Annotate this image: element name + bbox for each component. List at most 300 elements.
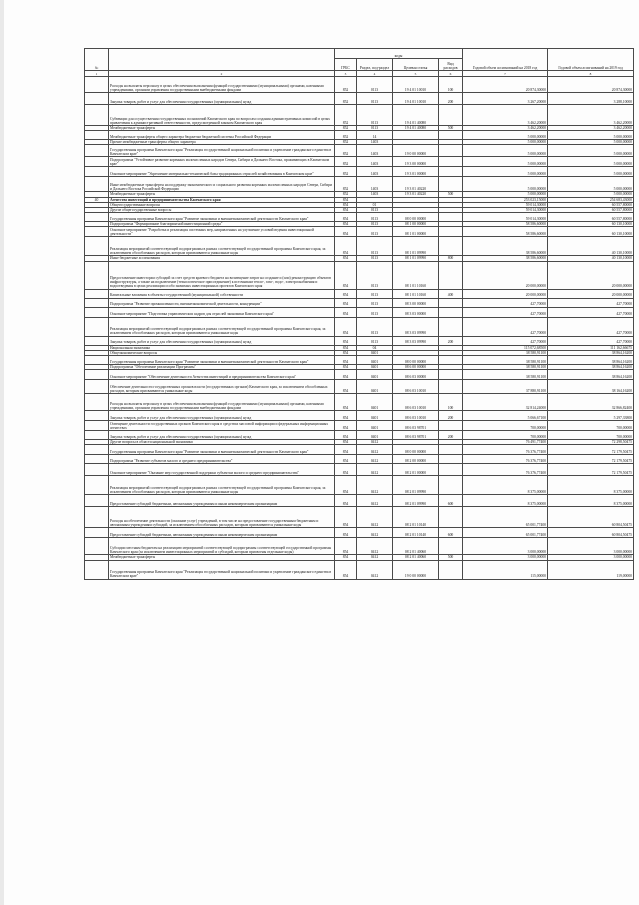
row-amount-2018: 58 586,60000 — [463, 227, 548, 237]
row-number — [85, 336, 109, 345]
row-amount-2018: 59 014,30000 — [463, 202, 548, 207]
row-type — [439, 237, 463, 256]
row-amount-2018: 427,70000 — [463, 336, 548, 345]
row-grbs: 852 — [335, 177, 357, 192]
row-grbs: 854 — [335, 538, 357, 555]
row-target: 08 1 01 00000 — [393, 227, 439, 237]
row-amount-2019: 38 864,16200 — [548, 370, 634, 380]
table-row — [85, 380, 634, 394]
row-name: Иные бюджетные ассигнования — [109, 256, 335, 261]
column-number: 1 — [85, 71, 109, 77]
row-target: 08 6 03 10010 — [393, 380, 439, 394]
table-row — [85, 227, 634, 237]
row-section: 0113 — [357, 237, 393, 256]
row-amount-2018: 38 586,60000 — [463, 256, 548, 261]
row-section: 0113 — [357, 77, 393, 93]
table-row — [85, 394, 634, 411]
table-row — [85, 411, 634, 421]
row-amount-2019: 5 000,00000 — [548, 131, 634, 140]
row-grbs: 852 — [335, 131, 357, 140]
row-type — [439, 105, 463, 126]
row-name: Подпрограмма "Формирование благоприятной инвестиционной среды" — [109, 222, 335, 227]
row-section: 1403 — [357, 177, 393, 192]
row-amount-2018: 3 000,00000 — [463, 538, 548, 555]
row-amount-2019: 72 298,50475 — [548, 440, 634, 445]
row-amount-2019: 8 375,00000 — [548, 495, 634, 507]
row-name: Государственная программа Камчатского края "Развитие экономики и внешнеэкономической деятельности Камчатского края" — [109, 213, 335, 222]
row-name: Государственная программа Камчатского края "Реализация государственной национальной политики и укрепление гражданского единства в Камчатском крае" — [109, 560, 335, 579]
row-amount-2018: 5 000,00000 — [463, 140, 548, 145]
row-type: 500 — [439, 126, 463, 131]
row-amount-2019: 20 000,00000 — [548, 289, 634, 298]
row-section: 0412 — [357, 455, 393, 464]
row-type — [439, 476, 463, 495]
row-name: Агентство инвестиций и предпринимательства Камчатского края — [109, 197, 335, 202]
row-section: 1403 — [357, 157, 393, 167]
row-amount-2018: 76 491,77400 — [463, 440, 548, 445]
row-amount-2018: 38 580,91100 — [463, 370, 548, 380]
row-name: Межбюджетные трансферты — [109, 555, 335, 560]
row-grbs: 854 — [335, 440, 357, 445]
row-section: 0412 — [357, 440, 393, 445]
row-name: Закупка товаров, работ и услуг для обеспечения государственных (муниципальных) нужд — [109, 93, 335, 105]
column-number: 3 — [335, 71, 357, 77]
row-amount-2019: 32 866,82400 — [548, 394, 634, 411]
row-amount-2018: 5 000,00000 — [463, 157, 548, 167]
row-amount-2018: 5 066,67100 — [463, 411, 548, 421]
table-row — [85, 538, 634, 555]
table-row — [85, 431, 634, 440]
column-number: 2 — [109, 71, 335, 77]
header-target: Целевая статья — [393, 59, 439, 71]
row-amount-2018: 3 462,20000 — [463, 126, 548, 131]
row-amount-2018: 38 586,60000 — [463, 237, 548, 256]
row-grbs: 854 — [335, 445, 357, 455]
row-number — [85, 560, 109, 579]
table-row — [85, 167, 634, 177]
row-grbs: 854 — [335, 336, 357, 345]
row-amount-2018: 20 000,00000 — [463, 261, 548, 289]
row-type: 400 — [439, 289, 463, 298]
row-name: Основное мероприятие "Обеспечение деятельности Агентства инвестиций и предпринимательства Камчатского края" — [109, 370, 335, 380]
row-name: Основное мероприятие "Разработка и реализация системных мер, направленных на улучшение условий ведения инвестиционной деятельности" — [109, 227, 335, 237]
row-grbs: 854 — [335, 289, 357, 298]
row-type — [439, 370, 463, 380]
row-amount-2018: 5 000,00000 — [463, 192, 548, 197]
row-type: 200 — [439, 336, 463, 345]
row-amount-2019: 20 000,00000 — [548, 261, 634, 289]
row-grbs: 854 — [335, 356, 357, 365]
row-grbs: 854 — [335, 317, 357, 336]
row-amount-2019: 700,00000 — [548, 431, 634, 440]
row-section: 0113 — [357, 126, 393, 131]
row-grbs: 854 — [335, 227, 357, 237]
row-name: Предоставление субсидий бюджетным, автономным учреждениям и иным некоммерческим организациям — [109, 528, 335, 538]
row-type: 600 — [439, 528, 463, 538]
row-section: 0113 — [357, 213, 393, 222]
row-amount-2018: 58 586,60000 — [463, 222, 548, 227]
row-number: 40 — [85, 197, 109, 202]
row-amount-2019: 20 874,30000 — [548, 77, 634, 93]
row-name: Другие общегосударственные вопросы — [109, 208, 335, 213]
row-name: Подпрограмма "Обеспечение реализации Программы" — [109, 365, 335, 370]
row-amount-2019: 38 864,16200 — [548, 365, 634, 370]
column-number: 8 — [548, 71, 634, 77]
row-section: 1403 — [357, 145, 393, 157]
row-grbs: 852 — [335, 157, 357, 167]
row-amount-2019: 38 864,16200 — [548, 350, 634, 355]
table-row — [85, 528, 634, 538]
table-row — [85, 145, 634, 157]
row-type: 200 — [439, 431, 463, 440]
row-target: 08 2 01 40060 — [393, 555, 439, 560]
row-section: 0113 — [357, 222, 393, 227]
row-type — [439, 380, 463, 394]
row-name: Общеэкономические вопросы — [109, 350, 335, 355]
table-row — [85, 105, 634, 126]
row-amount-2019: 3 462,20000 — [548, 126, 634, 131]
row-section: 0401 — [357, 350, 393, 355]
table-row — [85, 560, 634, 579]
row-amount-2018: 427,70000 — [463, 298, 548, 307]
header-codes: коды — [335, 49, 463, 59]
row-grbs: 854 — [335, 455, 357, 464]
table-row — [85, 356, 634, 365]
row-amount-2019: 72 179,50475 — [548, 445, 634, 455]
row-name: Иные межбюджетные трансферты на поддержку экономического и социального развития коренных малочисленных народов Севера, Сибири и Дальнего Востока Российской Федерации — [109, 177, 335, 192]
row-target: 19 3 01 00000 — [393, 167, 439, 177]
row-grbs: 854 — [335, 495, 357, 507]
row-number — [85, 464, 109, 476]
header-year-2019: Годовой объем ассигнований на 2019 год — [548, 49, 634, 71]
row-target: 08 1 00 00000 — [393, 222, 439, 227]
row-section: 0401 — [357, 380, 393, 394]
column-number: 5 — [393, 71, 439, 77]
table-row — [85, 476, 634, 495]
row-target: 08 3 00 00000 — [393, 298, 439, 307]
row-type — [439, 131, 463, 140]
row-amount-2018: 700,00000 — [463, 431, 548, 440]
row-name: Обеспечение деятельности государственных органов власти (государственных органов) Камчатского края, за исключением обособленных расходов, которым присваиваются уникальные коды — [109, 380, 335, 394]
row-amount-2018: 5 000,00000 — [463, 131, 548, 140]
row-grbs: 854 — [335, 222, 357, 227]
row-amount-2018: 3 267,20000 — [463, 93, 548, 105]
row-section: 0113 — [357, 298, 393, 307]
row-section: 0412 — [357, 507, 393, 528]
row-target: 08 6 03 98701 — [393, 431, 439, 440]
row-name: Закупка товаров, работ и услуг для обеспечения государственных (муниципальных) нужд — [109, 336, 335, 345]
row-target — [393, 131, 439, 140]
row-type — [439, 356, 463, 365]
row-name: Подпрограмма "Устойчивое развитие коренных малочисленных народов Севера, Сибири и Дальнего Востока, проживающих в Камчатском крае" — [109, 157, 335, 167]
column-number: 4 — [357, 71, 393, 77]
table-row — [85, 336, 634, 345]
row-amount-2019: 72 179,50475 — [548, 455, 634, 464]
row-amount-2019: 3 000,00000 — [548, 555, 634, 560]
row-name: Прочие межбюджетные трансферты общего характера — [109, 140, 335, 145]
row-number — [85, 528, 109, 538]
row-number — [85, 476, 109, 495]
row-number — [85, 261, 109, 289]
row-type — [439, 145, 463, 157]
row-section: 0401 — [357, 431, 393, 440]
scan-edge — [0, 0, 4, 905]
row-number — [85, 177, 109, 192]
row-amount-2018: 20 000,00000 — [463, 289, 548, 298]
row-number — [85, 455, 109, 464]
row-amount-2019: 5 000,00000 — [548, 177, 634, 192]
row-amount-2019: 254 683,43000 — [548, 197, 634, 202]
row-amount-2019: 60 557,80000 — [548, 213, 634, 222]
row-type — [439, 167, 463, 177]
table-row — [85, 131, 634, 140]
row-amount-2018: 59 014,30000 — [463, 208, 548, 213]
row-number — [85, 317, 109, 336]
row-name: Межбюджетные трансферты общего характера бюджетам бюджетной системы Российской Федерации — [109, 131, 335, 140]
row-amount-2018: 38 580,91100 — [463, 365, 548, 370]
row-number — [85, 411, 109, 421]
row-target: 08 6 03 10010 — [393, 411, 439, 421]
table-row — [85, 213, 634, 222]
row-amount-2019: 72 179,50475 — [548, 464, 634, 476]
row-target: 19 3 01 40220 — [393, 192, 439, 197]
row-amount-2018: 3 462,20000 — [463, 105, 548, 126]
row-amount-2019: 60 804,50475 — [548, 528, 634, 538]
row-amount-2018: 32 814,24000 — [463, 394, 548, 411]
row-amount-2019: 60 557,80000 — [548, 208, 634, 213]
row-target: 08 6 03 98701 — [393, 421, 439, 431]
column-number: 7 — [463, 71, 548, 77]
table-row — [85, 289, 634, 298]
row-amount-2019: 5 000,00000 — [548, 192, 634, 197]
row-section: 0412 — [357, 495, 393, 507]
row-target: 08 2 01 40060 — [393, 538, 439, 555]
row-section: 0113 — [357, 93, 393, 105]
row-grbs: 854 — [335, 476, 357, 495]
row-name: Подпрограмма "Развитие субъектов малого и среднего предпринимательства" — [109, 455, 335, 464]
row-target: 19 4 01 40080 — [393, 105, 439, 126]
row-target: 08 0 00 00000 — [393, 356, 439, 365]
row-section: 0401 — [357, 370, 393, 380]
header-grbs: ГРБС — [335, 59, 357, 71]
row-grbs: 854 — [335, 213, 357, 222]
row-grbs: 854 — [335, 380, 357, 394]
row-amount-2019: 427,70000 — [548, 317, 634, 336]
row-amount-2019: 119,00000 — [548, 560, 634, 579]
table-body — [85, 77, 634, 580]
row-name: Расходы на обеспечение деятельности (оказание услуг) учреждений, в том числе на предоставление государственным бюджетным и автономным учреждениям субсидий, за исключением обособленных расходов, которым присваиваются уникальные коды — [109, 507, 335, 528]
row-amount-2019: 5 000,00000 — [548, 167, 634, 177]
row-type — [439, 538, 463, 555]
row-amount-2019: 38 864,16200 — [548, 356, 634, 365]
row-section: 0412 — [357, 555, 393, 560]
row-amount-2018: 8 375,00000 — [463, 495, 548, 507]
header-year-2018: Годовой объем ассигнований на 2018 год — [463, 49, 548, 71]
row-name: Предоставление субсидий бюджетным, автономным учреждениям и иным некоммерческим организациям — [109, 495, 335, 507]
row-grbs: 854 — [335, 507, 357, 528]
row-grbs: 854 — [335, 555, 357, 560]
row-grbs: 854 — [335, 421, 357, 431]
row-name: Государственная программа Камчатского края "Развитие экономики и внешнеэкономической деятельности Камчатского края" — [109, 445, 335, 455]
row-target: 19 4 01 10010 — [393, 77, 439, 93]
row-name: Межбюджетные трансферты — [109, 192, 335, 197]
row-target: 19 4 01 40080 — [393, 126, 439, 131]
row-grbs: 854 — [335, 370, 357, 380]
row-target: 08 6 03 10010 — [393, 394, 439, 411]
row-target: 08 6 00 00000 — [393, 365, 439, 370]
row-section: 0401 — [357, 356, 393, 365]
row-grbs: 852 — [335, 167, 357, 177]
row-type — [439, 455, 463, 464]
row-name: Межбюджетные трансферты — [109, 126, 335, 131]
header-no: № — [85, 49, 109, 71]
row-section: 0113 — [357, 208, 393, 213]
row-target: 08 0 00 00000 — [393, 213, 439, 222]
row-section: 0401 — [357, 421, 393, 431]
row-name: Общегосударственные вопросы — [109, 202, 335, 207]
row-section: 0412 — [357, 464, 393, 476]
row-grbs: 854 — [335, 237, 357, 256]
table-row — [85, 464, 634, 476]
row-type — [439, 157, 463, 167]
row-grbs: 852 — [335, 93, 357, 105]
row-amount-2019: 111 162,66675 — [548, 345, 634, 350]
row-name: Закупка товаров, работ и услуг для обеспечения государственных (муниципальных) нужд — [109, 431, 335, 440]
row-section: 1403 — [357, 192, 393, 197]
row-amount-2019: 427,70000 — [548, 336, 634, 345]
table-row — [85, 157, 634, 167]
header-type: Вид расходов — [439, 59, 463, 71]
row-grbs: 854 — [335, 411, 357, 421]
row-number — [85, 307, 109, 317]
row-grbs: 854 — [335, 256, 357, 261]
row-name: Предоставление инвесторам субсидий за счет средств краевого бюджета на возмещение затрат на создание и (или) реконструкцию объектов инфраструктуры, а также на подключение (технологическое присоединение) к источникам тепло-, газо-, водо-, электроснабжения и водоотведения в целях реализации особо значимых инвестиционных проектов Камчатского края — [109, 261, 335, 289]
row-section: 0113 — [357, 336, 393, 345]
row-amount-2019: 427,70000 — [548, 307, 634, 317]
row-name: Национальная экономика — [109, 345, 335, 350]
header-section: Раздел, под-раздел — [357, 59, 393, 71]
row-type — [439, 464, 463, 476]
row-target: 19 3 00 00000 — [393, 157, 439, 167]
row-grbs: 854 — [335, 208, 357, 213]
row-amount-2018: 20 874,30000 — [463, 77, 548, 93]
row-number — [85, 131, 109, 140]
row-type — [439, 213, 463, 222]
row-amount-2018: 253 023,15000 — [463, 197, 548, 202]
row-number — [85, 421, 109, 431]
table-row — [85, 261, 634, 289]
row-amount-2018: 3 000,00000 — [463, 555, 548, 560]
row-amount-2019: 700,00000 — [548, 421, 634, 431]
row-target: 08 0 00 00000 — [393, 445, 439, 455]
row-name: Государственная программа Камчатского края "Развитие экономики и внешнеэкономической деятельности Камчатского края" — [109, 356, 335, 365]
row-section: 04 — [357, 345, 393, 350]
table-row — [85, 93, 634, 105]
row-amount-2018: 59 014,30000 — [463, 213, 548, 222]
row-amount-2019: 60 130,10000 — [548, 227, 634, 237]
row-type — [439, 560, 463, 579]
row-number — [85, 93, 109, 105]
row-name: Субвенции для осуществления государственных полномочий Камчатского края по вопросам создания административных комиссий в целях привлечения к административной ответственности, предусмотренной законом Камчатского края — [109, 105, 335, 126]
row-section: 0113 — [357, 261, 393, 289]
row-amount-2018: 115,00000 — [463, 560, 548, 579]
row-number — [85, 105, 109, 126]
row-amount-2019: 3 462,20000 — [548, 105, 634, 126]
row-grbs: 852 — [335, 192, 357, 197]
row-number — [85, 394, 109, 411]
table-row — [85, 455, 634, 464]
row-amount-2018: 8 375,00000 — [463, 476, 548, 495]
row-amount-2019: 5 297,33800 — [548, 411, 634, 421]
row-number — [85, 445, 109, 455]
row-target: 08 3 03 09990 — [393, 336, 439, 345]
row-target: 19 0 00 00000 — [393, 145, 439, 157]
row-target: 08 1 01 10160 — [393, 289, 439, 298]
row-type — [439, 177, 463, 192]
row-section: 01 — [357, 202, 393, 207]
row-target: 08 1 01 09990 — [393, 237, 439, 256]
row-target: 08 3 03 00000 — [393, 307, 439, 317]
row-number — [85, 157, 109, 167]
row-amount-2018: 427,70000 — [463, 307, 548, 317]
row-amount-2019: 60 130,10000 — [548, 222, 634, 227]
row-name: Капитальные вложения в объекты государственной (муниципальной) собственности — [109, 289, 335, 298]
row-name: Основное мероприятие "Оказание мер государственной поддержки субъектам малого и среднего предпринимательства" — [109, 464, 335, 476]
table-row — [85, 237, 634, 256]
row-section: 1403 — [357, 167, 393, 177]
row-number — [85, 77, 109, 93]
row-type: 200 — [439, 93, 463, 105]
row-grbs: 854 — [335, 298, 357, 307]
row-amount-2019: 3 000,00000 — [548, 538, 634, 555]
row-name: Реализация мероприятий соответствующей подпрограммы в рамках соответствующей государственной программы Камчатского края, за исключением обособленных расходов, которым присваиваются уникальные коды — [109, 317, 335, 336]
row-section: 0401 — [357, 365, 393, 370]
row-target: 08 2 01 00000 — [393, 464, 439, 476]
row-grbs: 852 — [335, 105, 357, 126]
row-amount-2018: 700,00000 — [463, 421, 548, 431]
row-grbs: 854 — [335, 197, 357, 202]
row-amount-2018: 76 376,77400 — [463, 445, 548, 455]
row-grbs: 854 — [335, 394, 357, 411]
row-amount-2019: 5 000,00000 — [548, 157, 634, 167]
row-grbs: 854 — [335, 560, 357, 579]
table-row — [85, 495, 634, 507]
row-number — [85, 237, 109, 256]
table-row — [85, 421, 634, 431]
row-number — [85, 370, 109, 380]
row-type: 500 — [439, 192, 463, 197]
row-number — [85, 298, 109, 307]
row-name: Другие вопросы в области национальной экономики — [109, 440, 335, 445]
row-amount-2018: 5 000,00000 — [463, 145, 548, 157]
row-name: Расходы на выплаты персоналу в целях обеспечения выполнения функций государственными (муниципальными) органами, казенными учреждениями, органами управления государственными внебюджетными фондами — [109, 77, 335, 93]
row-grbs: 854 — [335, 365, 357, 370]
row-number — [85, 227, 109, 237]
row-number — [85, 495, 109, 507]
row-grbs: 852 — [335, 126, 357, 131]
row-amount-2018: 38 580,91100 — [463, 350, 548, 355]
row-grbs: 854 — [335, 345, 357, 350]
row-target: 19 0 00 00000 — [393, 560, 439, 579]
row-section: 0113 — [357, 289, 393, 298]
row-amount-2019: 427,70000 — [548, 298, 634, 307]
row-amount-2018: 427,70000 — [463, 317, 548, 336]
row-name: Расходы на выплаты персоналу в целях обеспечения выполнения функций государственными (муниципальными) органами, казенными учреждениями, органами управления государственными внебюджетными фондами — [109, 394, 335, 411]
row-amount-2019: 8 375,00000 — [548, 476, 634, 495]
row-target: 08 6 03 00000 — [393, 370, 439, 380]
row-amount-2019: 40 130,10000 — [548, 237, 634, 256]
row-amount-2019: 40 130,10000 — [548, 256, 634, 261]
